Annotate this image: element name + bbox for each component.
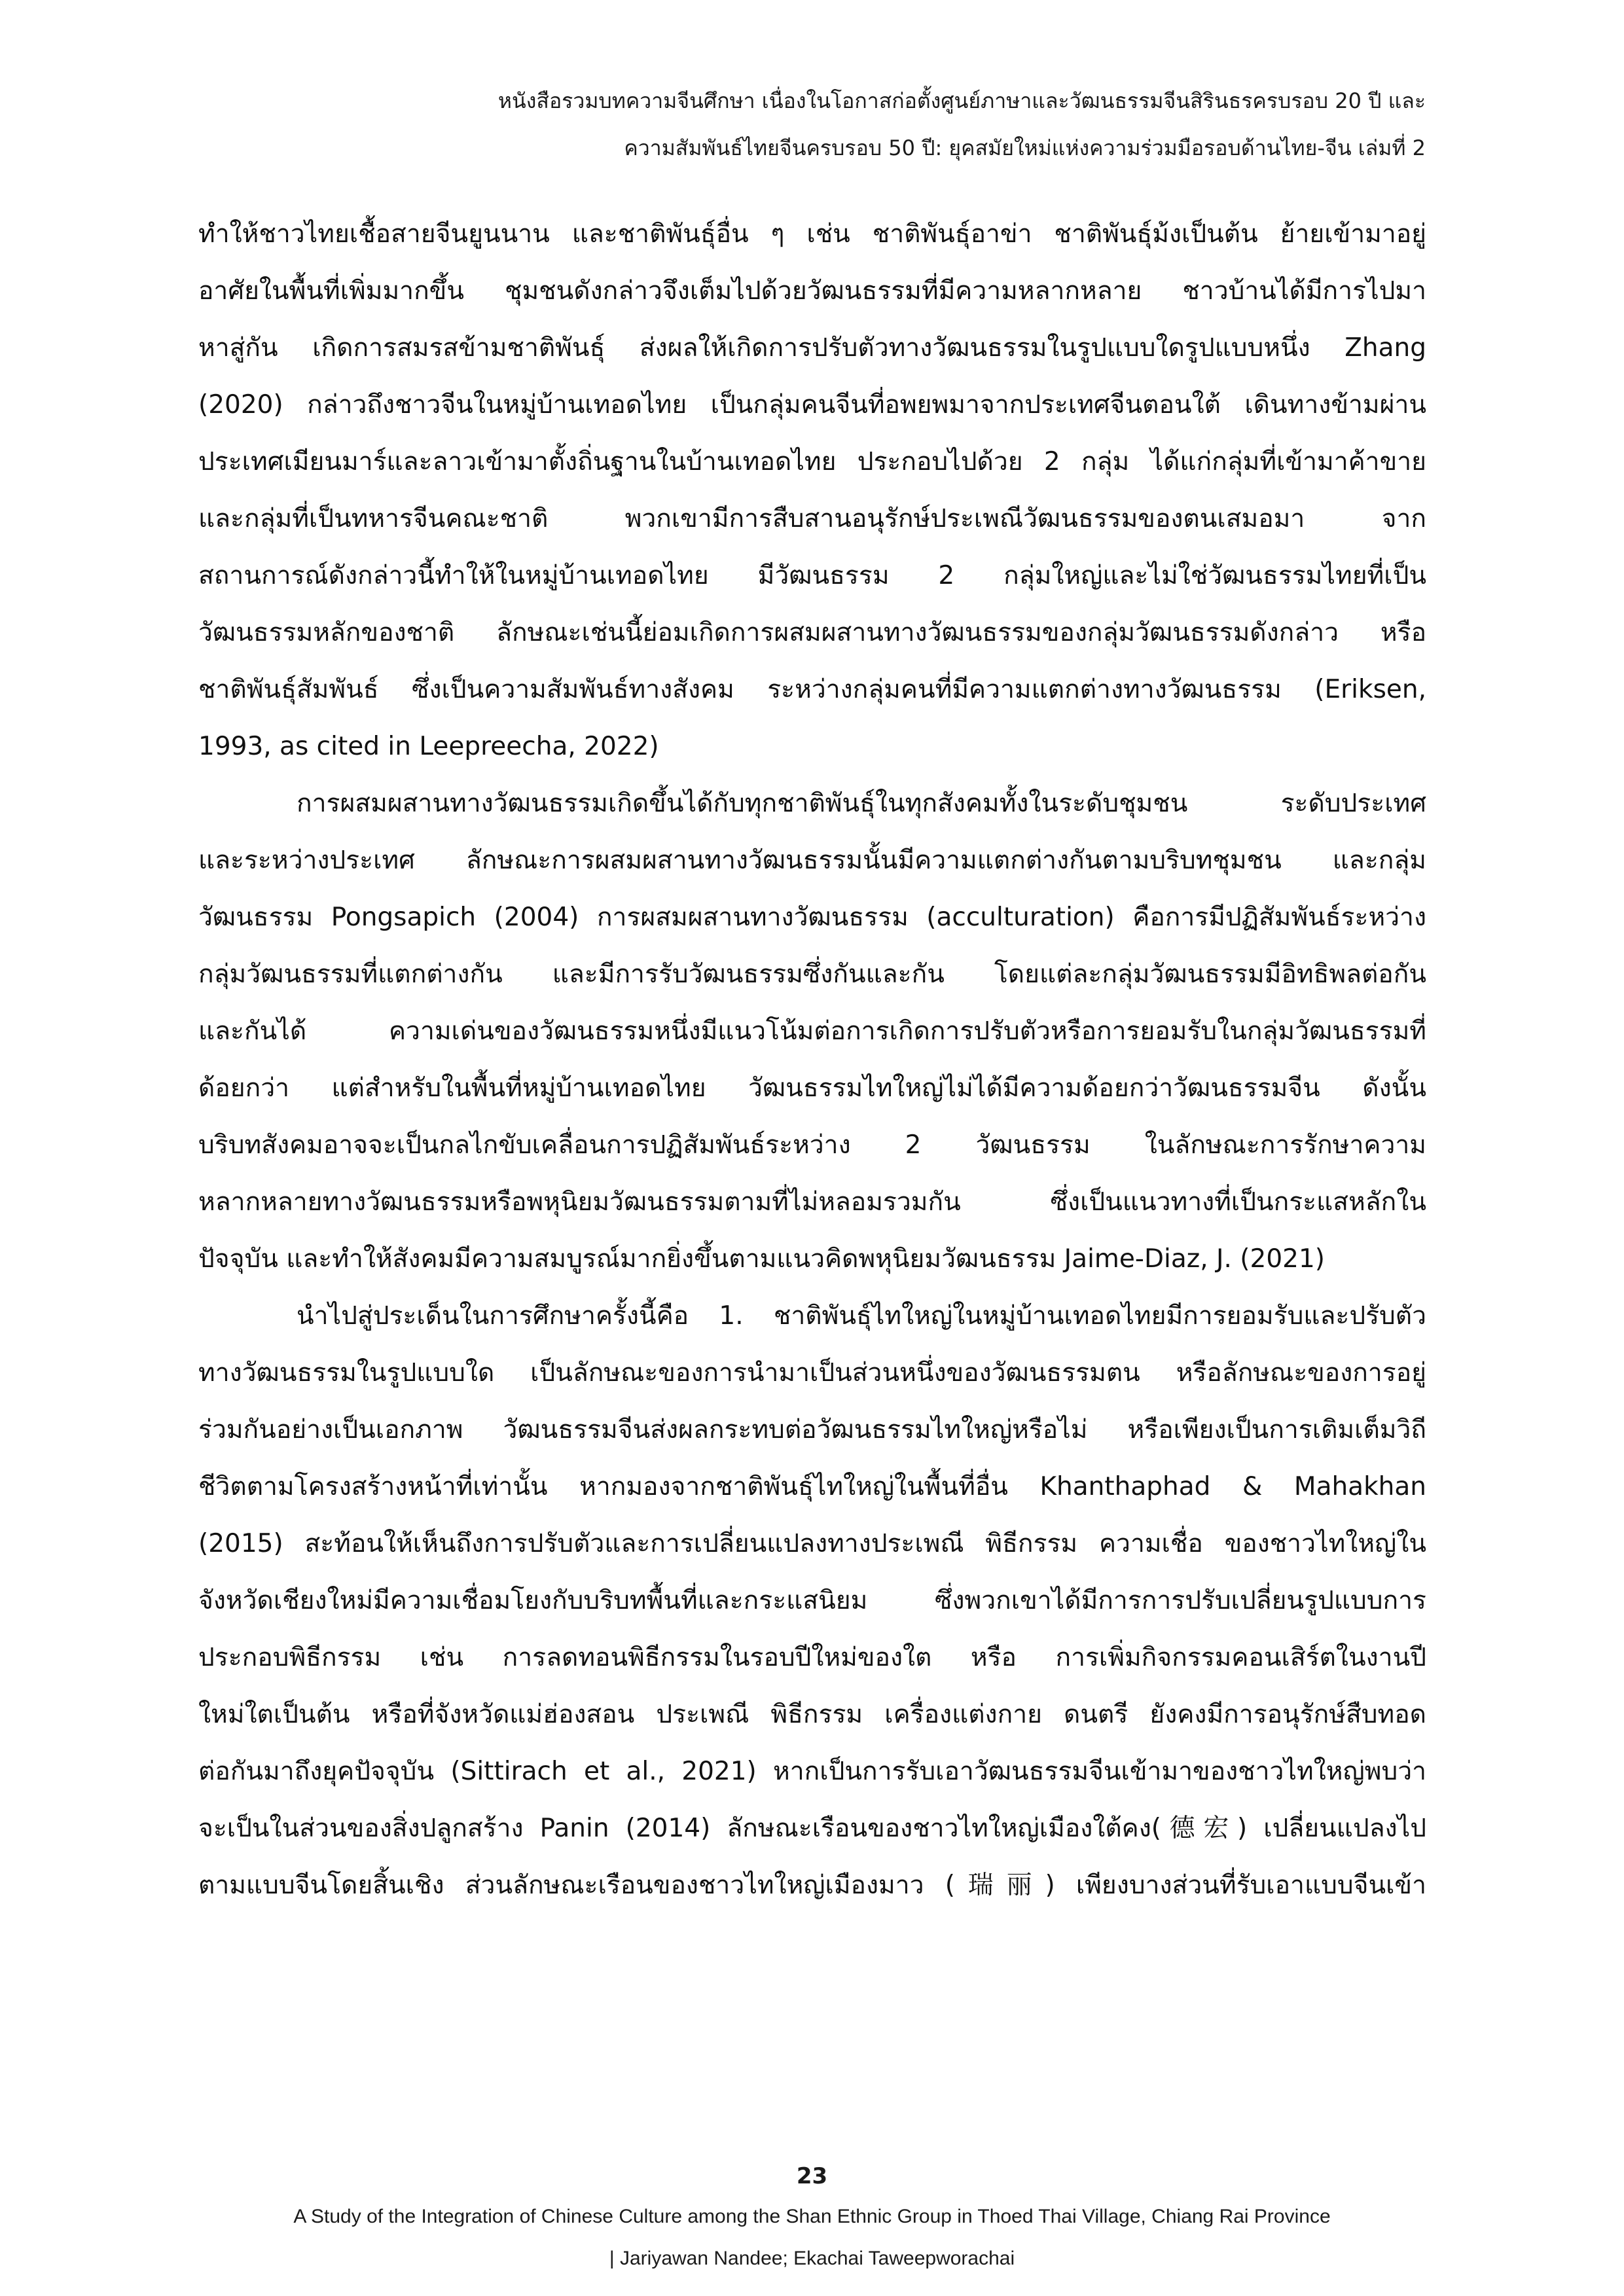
- text-line: นำไปสู่ประเด็นในการศึกษาครั้งนี้คือ 1. ชาติพันธุ์ไทใหญ่ในหมู่บ้านเทอดไทยมีการยอมรับและปรับตัว: [297, 1301, 1426, 1331]
- text-line: อาศัยในพื้นที่เพิ่มมากขึ้น ชุมชนดังกล่าวจึงเต็มไปด้วยวัฒนธรรมที่มีความหลากหลาย ชาวบ้านได้มีการไปมา: [198, 276, 1426, 306]
- page-footer: [0, 2157, 1624, 2280]
- text-line: จังหวัดเชียงใหม่มีความเชื่อมโยงกับบริบทพื้นที่และกระแสนิยม ซึ่งพวกเขาได้มีการการปรับเปลี่ยนรูปแบบการ: [198, 1586, 1426, 1615]
- text-line: (2015) สะท้อนให้เห็นถึงการปรับตัวและการเปลี่ยนแปลงทางประเพณี พิธีกรรม ความเชื่อ ของชาวไทใหญ่ใน: [198, 1529, 1426, 1558]
- text-line: ใหม่ใตเป็นต้น หรือที่จังหวัดแม่ฮ่องสอน ประเพณี พิธีกรรม เครื่องแต่งกาย ดนตรี ยังคงมีการอนุรักษ์สืบทอด: [198, 1700, 1426, 1729]
- text-line: สถานการณ์ดังกล่าวนี้ทำให้ในหมู่บ้านเทอดไทย มีวัฒนธรรม 2 กลุ่มใหญ่และไม่ใช่วัฒนธรรมไทยที่เป็น: [198, 561, 1426, 590]
- text-line: ปัจจุบัน และทำให้สังคมมีความสมบูรณ์มากยิ่งขึ้นตามแนวคิดพหุนิยมวัฒนธรรม Jaime-Diaz, J. (2021): [198, 1244, 1325, 1274]
- paragraph-2: [198, 775, 1426, 1287]
- text-line: ทำให้ชาวไทยเชื้อสายจีนยูนนาน และชาติพันธุ์อื่น ๆ เช่น ชาติพันธุ์อาข่า ชาติพันธุ์ม้งเป็นต้น ย้ายเข้ามาอยู่: [198, 219, 1426, 249]
- header-line-1: หนังสือรวมบทความจีนศึกษา เนื่องในโอกาสก่อตั้งศูนย์ภาษาและวัฒนธรรมจีนสิรินธรครบรอบ 20 ปี และ: [497, 88, 1426, 113]
- text-line: หลากหลายทางวัฒนธรรมหรือพหุนิยมวัฒนธรรมตามที่ไม่หลอมรวมกัน ซึ่งเป็นแนวทางที่เป็นกระแสหลักใน: [198, 1187, 1426, 1217]
- text-line: และกลุ่มที่เป็นทหารจีนคณะชาติ พวกเขามีการสืบสานอนุรักษ์ประเพณีวัฒนธรรมของตนเสมอมา จาก: [198, 504, 1426, 533]
- text-line: วัฒนธรรมหลักของชาติ ลักษณะเช่นนี้ย่อมเกิดการผสมผสานทางวัฒนธรรมของกลุ่มวัฒนธรรมดังกล่าว หรือ: [198, 618, 1426, 647]
- text-line: ด้อยกว่า แต่สำหรับในพื้นที่หมู่บ้านเทอดไทย วัฒนธรรมไทใหญ่ไม่ได้มีความด้อยกว่าวัฒนธรรมจีน ดังนั้น: [198, 1073, 1426, 1103]
- text-line: บริบทสังคมอาจจะเป็นกลไกขับเคลื่อนการปฏิสัมพันธ์ระหว่าง 2 วัฒนธรรม ในลักษณะการรักษาความ: [198, 1130, 1426, 1160]
- footer-article-title: A Study of the Integration of Chinese Culture among the Shan Ethnic Group in Thoed Thai Village, Chiang Rai Province: [293, 2206, 1331, 2227]
- text-line: 1993, as cited in Leepreecha, 2022): [198, 732, 659, 761]
- footer-authors: | Jariyawan Nandee; Ekachai Taweepworachai: [609, 2248, 1015, 2269]
- text-line: ร่วมกันอย่างเป็นเอกภาพ วัฒนธรรมจีนส่งผลกระทบต่อวัฒนธรรมไทใหญ่หรือไม่ หรือเพียงเป็นการเติมเต็มวิถี: [198, 1415, 1426, 1444]
- running-header: [498, 77, 1426, 171]
- body-text: [198, 206, 1426, 1914]
- text-line: และระหว่างประเทศ ลักษณะการผสมผสานทางวัฒนธรรมนั้นมีความแตกต่างกันตามบริบทชุมชน และกลุ่ม: [198, 846, 1426, 875]
- text-line: หาสู่กัน เกิดการสมรสข้ามชาติพันธุ์ ส่งผลให้เกิดการปรับตัวทางวัฒนธรรมในรูปแบบใดรูปแบบหนึ่ง Zhang: [198, 333, 1426, 363]
- text-line: (2020) กล่าวถึงชาวจีนในหมู่บ้านเทอดไทย เป็นกลุ่มคนจีนที่อพยพมาจากประเทศจีนตอนใต้ เดินทางข้ามผ่าน: [198, 390, 1426, 420]
- text-line: และกันได้ ความเด่นของวัฒนธรรมหนึ่งมีแนวโน้มต่อการเกิดการปรับตัวหรือการยอมรับในกลุ่มวัฒนธรรมที่: [198, 1016, 1426, 1046]
- text-line: ทางวัฒนธรรมในรูปแบบใด เป็นลักษณะของการนำมาเป็นส่วนหนึ่งของวัฒนธรรมตน หรือลักษณะของการอยู่: [198, 1358, 1426, 1388]
- text-line: จะเป็นในส่วนของสิ่งปลูกสร้าง Panin (2014) ลักษณะเรือนของชาวไทใหญ่เมืองใต้คง(德宏) เปลี่ยนแปลงไป: [198, 1814, 1426, 1843]
- paragraph-3: [198, 1287, 1426, 1914]
- text-line: ต่อกันมาถึงยุคปัจจุบัน (Sittirach et al., 2021) หากเป็นการรับเอาวัฒนธรรมจีนเข้ามาของชาวไทใหญ่พบว่า: [198, 1757, 1426, 1786]
- text-line: ประกอบพิธีกรรม เช่น การลดทอนพิธีกรรมในรอบปีใหม่ของใต หรือ การเพิ่มกิจกรรมคอนเสิร์ตในงานปี: [198, 1643, 1426, 1672]
- text-line: ชีวิตตามโครงสร้างหน้าที่เท่านั้น หากมองจากชาติพันธุ์ไทใหญ่ในพื้นที่อื่น Khanthaphad & Mahakhan: [198, 1472, 1426, 1501]
- text-line: กลุ่มวัฒนธรรมที่แตกต่างกัน และมีการรับวัฒนธรรมซึ่งกันและกัน โดยแต่ละกลุ่มวัฒนธรรมมีอิทธิพลต่อกัน: [198, 960, 1426, 989]
- text-line: ชาติพันธุ์สัมพันธ์ ซึ่งเป็นความสัมพันธ์ทางสังคม ระหว่างกลุ่มคนที่มีความแตกต่างทางวัฒนธรรม (Eriksen,: [198, 675, 1426, 704]
- header-line-2: ความสัมพันธ์ไทยจีนครบรอบ 50 ปี: ยุคสมัยใหม่แห่งความร่วมมือรอบด้านไทย-จีน เล่มที่ 2: [624, 135, 1426, 160]
- text-line: ตามแบบจีนโดยสิ้นเชิง ส่วนลักษณะเรือนของชาวไทใหญ่เมืองมาว (瑞丽) เพียงบางส่วนที่รับเอาแบบจีนเข้า: [198, 1871, 1426, 1900]
- paragraph-1: [198, 206, 1426, 775]
- page-number: 23: [796, 2163, 828, 2189]
- text-line: วัฒนธรรม Pongsapich (2004) การผสมผสานทางวัฒนธรรม (acculturation) คือการมีปฏิสัมพันธ์ระหว่าง: [198, 903, 1426, 932]
- text-line: การผสมผสานทางวัฒนธรรมเกิดขึ้นได้กับทุกชาติพันธุ์ในทุกสังคมทั้งในระดับชุมชน ระดับประเทศ: [297, 789, 1426, 818]
- text-line: ประเทศเมียนมาร์และลาวเข้ามาตั้งถิ่นฐานในบ้านเทอดไทย ประกอบไปด้วย 2 กลุ่ม ได้แก่กลุ่มที่เข้ามาค้าขาย: [198, 447, 1426, 476]
